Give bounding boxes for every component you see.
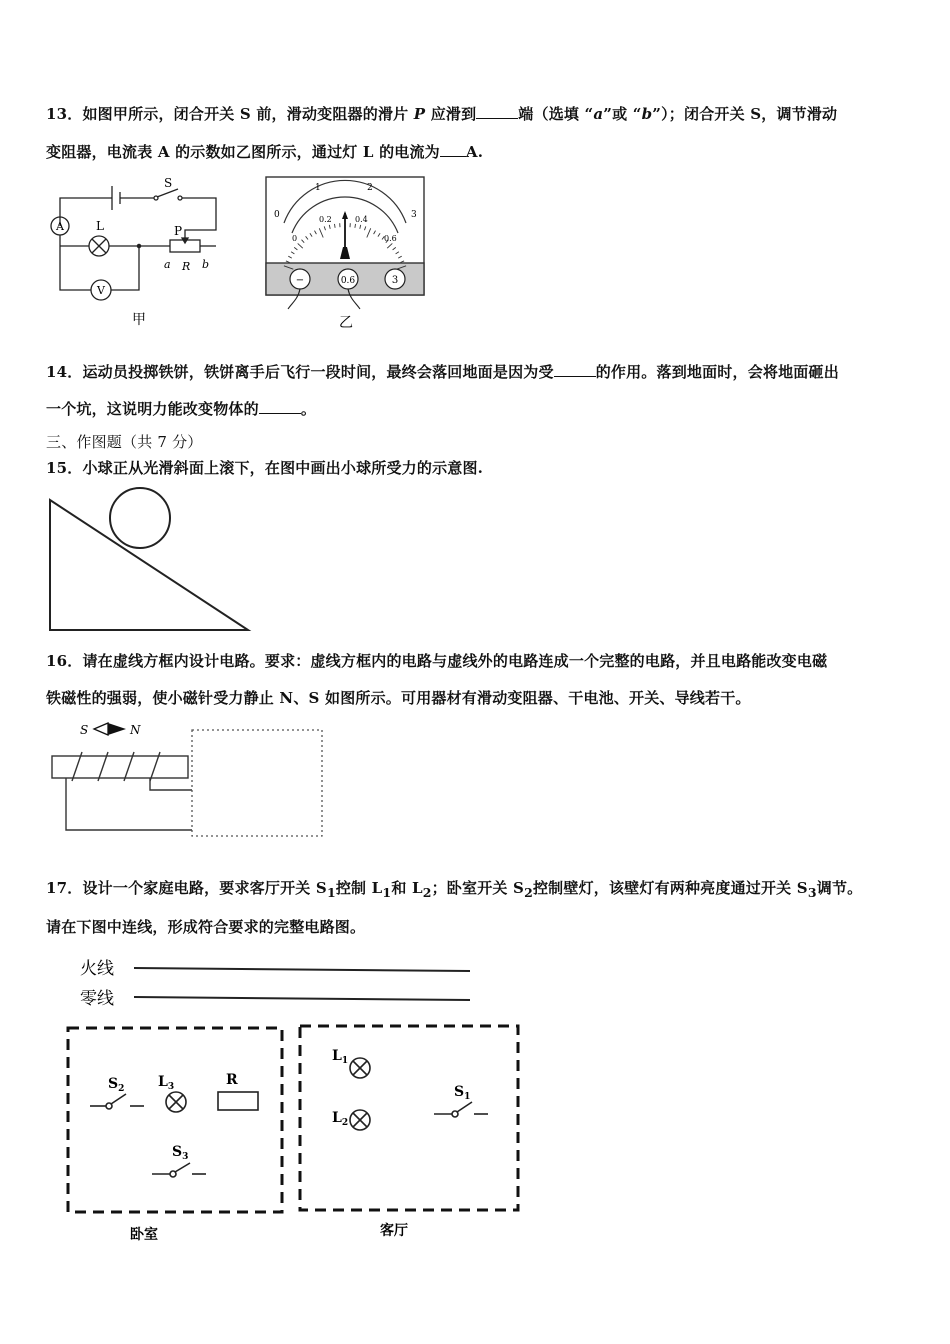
lamp-l1 <box>350 1058 370 1078</box>
switch-s3-label: $S_3$ <box>172 1144 189 1162</box>
rheostat-label: R <box>182 260 191 273</box>
magnetic-needle <box>94 723 126 735</box>
q13-circuit-figure <box>44 172 234 332</box>
terminal-negative: − <box>295 275 305 286</box>
neutral-wire[interactable] <box>134 997 470 1000</box>
q17-line-1: 17．设计一个家庭电路，要求客厅开关 $S_1$控制 $L_1$和 $L_2$；卧室开关 $S_2$控制壁灯，该壁灯有两种亮度通过开关 $S_3$调节。 <box>46 879 863 900</box>
living-room-label: 客厅 <box>380 1223 408 1239</box>
lamp-l1-label: $L_1$ <box>332 1048 349 1066</box>
bedroom-box[interactable] <box>68 1028 282 1212</box>
resistor-r <box>218 1092 258 1110</box>
q14-line-2: 一个坑，这说明力能改变物体的 。 <box>46 400 317 418</box>
dashed-design-box[interactable] <box>192 730 322 836</box>
q17-home-circuit-figure <box>60 952 530 1247</box>
scale-top-2: 2 <box>367 183 373 193</box>
q13-blank-1[interactable] <box>476 104 518 119</box>
needle-s-label: S <box>80 723 89 737</box>
end-a-label: a <box>164 258 171 271</box>
slider-label: P <box>174 224 183 238</box>
q13-line-2: 变阻器，电流表 A 的示数如乙图所示，通过灯 L 的电流为 A. <box>46 143 484 161</box>
section-title: 三、作图题（共 7 分） <box>46 433 203 451</box>
end-b-label: b <box>202 258 210 271</box>
scale-tick <box>335 224 336 228</box>
figure-caption-yi: 乙 <box>339 315 353 331</box>
scale-bottom-2: 0.4 <box>355 215 368 224</box>
lamp-l2 <box>350 1110 370 1130</box>
q15-text: 15．小球正从光滑斜面上滚下，在图中画出小球所受力的示意图. <box>46 459 484 477</box>
lamp-l2-label: $L_2$ <box>332 1110 349 1128</box>
resistor-r-label: R <box>226 1072 238 1088</box>
scale-top-3: 3 <box>411 210 417 220</box>
q15-incline-figure <box>46 484 256 634</box>
scale-top-0: 0 <box>274 210 280 220</box>
ammeter-label: A <box>56 220 64 233</box>
lamp-l3-label: $L_3$ <box>158 1074 175 1092</box>
q16-line-1: 16．请在虚线方框内设计电路。要求：虚线方框内的电路与虚线外的电路连成一个完整的电路，并且电路能改变电磁 <box>46 652 828 670</box>
lamp-l3 <box>166 1092 186 1112</box>
live-wire-label: 火线 <box>80 959 114 979</box>
needle-n-label: N <box>130 723 141 737</box>
q16-electromagnet-figure <box>46 718 326 840</box>
live-wire[interactable] <box>134 968 470 971</box>
switch-s1 <box>434 1102 488 1117</box>
iron-core <box>52 756 188 778</box>
q13-blank-2[interactable] <box>440 142 466 157</box>
terminal-0.6: 0.6 <box>340 276 356 286</box>
lamp-label: L <box>96 219 104 233</box>
switch-s1-label: $S_1$ <box>454 1084 471 1102</box>
q14-blank-1[interactable] <box>554 362 596 377</box>
q16-line-2: 铁磁性的强弱，使小磁针受力静止 N、S 如图所示。可用器材有滑动变阻器、干电池、开关、导线若干。 <box>46 689 751 707</box>
scale-bottom-3: 0.6 <box>384 234 397 243</box>
bedroom-label: 卧室 <box>130 1227 158 1243</box>
scale-tick <box>355 224 356 228</box>
switch-s2-label: $S_2$ <box>108 1076 125 1094</box>
q14-blank-2[interactable] <box>259 399 301 414</box>
terminal-3: 3 <box>391 275 399 286</box>
figure-caption-jia: 甲 <box>132 312 146 328</box>
q14-line-1: 14．运动员投掷铁饼，铁饼离手后飞行一段时间，最终会落回地面是因为受 的作用。落到地面时，会将地面砸出 <box>46 363 839 381</box>
switch-s3 <box>152 1163 206 1177</box>
switch-label: S <box>164 176 173 190</box>
q17-line-2: 请在下图中连线，形成符合要求的完整电路图。 <box>46 918 366 936</box>
scale-bottom-0: 0 <box>292 234 298 243</box>
voltmeter-label: V <box>97 284 105 297</box>
q13-line-1: 13．如图甲所示，闭合开关 S 前，滑动变阻器的滑片 P 应滑到 端（选填 “a”或 “b”）；闭合开关 S，调节滑动 <box>46 105 838 123</box>
scale-top-1: 1 <box>315 183 321 193</box>
q13-ammeter-figure <box>264 175 426 335</box>
scale-bottom-1: 0.2 <box>319 215 332 224</box>
neutral-wire-label: 零线 <box>80 989 114 1009</box>
ball <box>110 488 170 548</box>
